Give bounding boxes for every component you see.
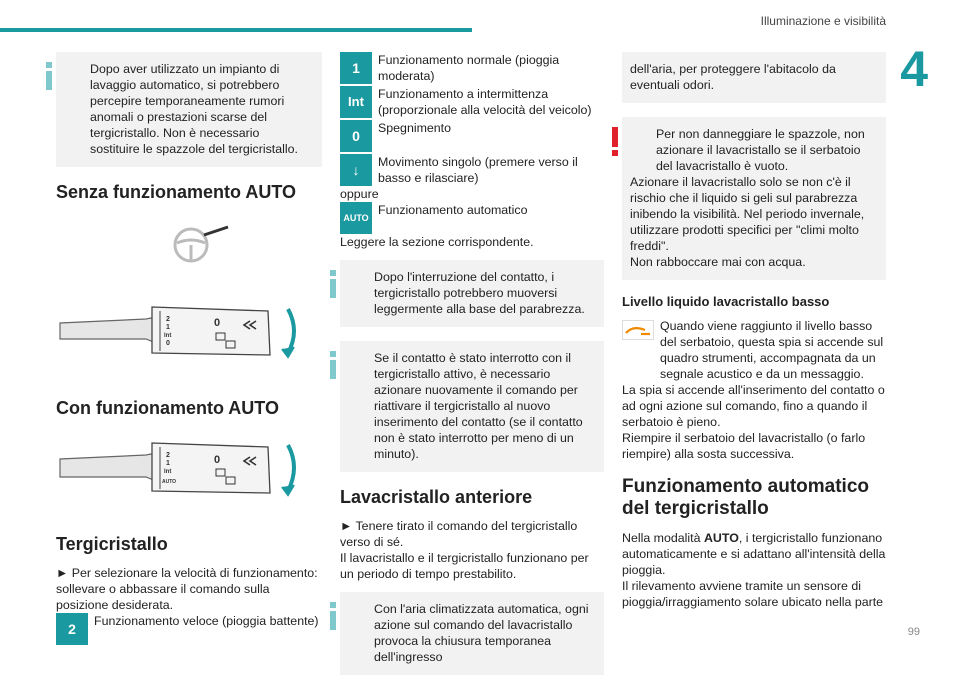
column-3	[622, 52, 886, 610]
auto-text-2: Il rilevamento avviene tramite un sensore di pioggia/irraggiamento solare ubicato nella parte	[622, 579, 884, 609]
washer-fluid-warning-icon	[622, 320, 654, 340]
info-note	[340, 260, 604, 327]
lever-label-int: Int	[164, 333, 172, 339]
speed-2-badge: 2	[56, 613, 88, 645]
chapter-number: 4	[900, 41, 928, 97]
wiper-intro: ► Per selezionare la velocità di funzionamento: sollevare o abbassare il comando sulla posizione desiderata.	[56, 566, 318, 612]
note-text: dell'aria, per proteggere l'abitacolo da eventuali odori.	[630, 62, 836, 92]
lever-label-1: 1	[166, 324, 170, 331]
speed-item-normal	[340, 52, 604, 86]
item-text: Funzionamento veloce (pioggia battente)	[94, 614, 319, 628]
warning-text-2: Azionare il lavacristallo solo se non c'è il rischio che il liquido si geli sul parabrezza inibendo la visibilità. Nel periodo invernale, utilizzare prodotti specifici per "climi molto freddi".	[630, 175, 865, 253]
level-text: Quando viene raggiunto il livello basso del serbatoio, questa spia si accende sul quadro strumenti, accompagnata da un segnale acustico e da un messaggio.	[660, 319, 884, 381]
level-text-2: La spia si accende all'inserimento del contatto o ad ogni azione sul comando, fino a quando il serbatoio è pieno.	[622, 383, 885, 429]
info-note	[56, 52, 322, 167]
warning-text: Per non danneggiare le spazzole, non azionare il lavacristallo se il serbatoio del lavacristallo è vuoto.	[656, 127, 865, 173]
warning-icon	[608, 127, 622, 155]
speed-item-fast	[56, 613, 322, 647]
page-number: 99	[907, 626, 920, 638]
lever-label-1: 1	[166, 460, 170, 467]
lever-illustration-1	[56, 213, 322, 383]
info-icon	[326, 602, 340, 630]
heading-auto: Con funzionamento AUTO	[56, 398, 279, 418]
info-note	[340, 341, 604, 472]
item-text: Funzionamento automatico	[378, 203, 528, 217]
note-text: Con l'aria climatizzata automatica, ogni azione sul comando del lavacristallo provoca la chiusura temporanea dell'ingresso	[374, 602, 589, 664]
info-icon	[326, 270, 340, 298]
section-title: Illuminazione e visibilità	[760, 14, 886, 28]
item-text: Funzionamento a intermittenza (proporzionale alla velocità del veicolo)	[378, 87, 592, 117]
speed-item-int	[340, 86, 604, 120]
lever-label-0: 0	[166, 340, 170, 347]
warning-text-3: Non rabboccare mai con acqua.	[630, 255, 806, 269]
item-text: Movimento singolo (premere verso il basso e rilasciare)	[378, 155, 578, 185]
note-text: Se il contatto è stato interrotto con il tergicristallo attivo, è necessario azionare nuovamente il comando per riattivare il tergicristallo al nuovo inserimento del contatto (se il contatto non è stato interrotto per meno di un minuto).	[374, 351, 583, 461]
oppure-text: oppure	[340, 187, 379, 201]
auto-text-1: Nella modalità AUTO, i tergicristallo funzionano automaticamente e si adattano all'intensità della pioggia.	[622, 531, 886, 577]
speed-item-off	[340, 120, 604, 152]
wiper-lever-auto-icon	[60, 443, 270, 493]
column-2	[340, 52, 604, 689]
auto-badge: AUTO	[340, 202, 372, 234]
warning-note	[622, 117, 886, 280]
info-note-continued	[622, 52, 886, 103]
lever-ring-0: 0	[214, 317, 221, 329]
speed-1-badge: 1	[340, 52, 372, 84]
heading-front-washer: Lavacristallo anteriore	[340, 487, 533, 507]
lever-label-2: 2	[166, 452, 170, 459]
speed-item-single	[340, 154, 604, 186]
read-section-text: Leggere la sezione corrispondente.	[340, 235, 534, 249]
header-accent-bar	[0, 28, 472, 32]
item-text: Spegnimento	[378, 121, 452, 135]
heading-washer-level: Livello liquido lavacristallo basso	[622, 294, 830, 309]
washer-step: ► Tenere tirato il comando del tergicristallo verso di sé.	[340, 519, 578, 549]
column-1	[56, 52, 322, 647]
wiper-lever-icon	[60, 307, 270, 355]
note-text: Dopo l'interruzione del contatto, i tergicristallo potrebbero muoversi leggermente alla base del parabrezza.	[374, 270, 585, 316]
heading-auto-wiper: Funzionamento automatico del tergicristallo	[622, 476, 869, 519]
heading-wiper: Tergicristallo	[56, 534, 168, 554]
lever-label-2: 2	[166, 316, 170, 323]
lever-label-auto: AUTO	[162, 479, 177, 485]
rotation-arrow-icon	[288, 445, 294, 491]
lever-ring-0: 0	[214, 454, 221, 466]
lever-label-int: Int	[164, 469, 172, 475]
steering-wheel-icon	[175, 227, 228, 261]
rotation-arrow-icon	[288, 309, 294, 353]
info-note	[340, 592, 604, 675]
speed-item-auto	[340, 202, 604, 234]
lever-illustration-2	[56, 429, 322, 527]
speed-int-badge: Int	[340, 86, 372, 118]
level-warning	[622, 318, 886, 382]
info-icon	[42, 62, 56, 90]
item-text: Funzionamento normale (pioggia moderata)	[378, 53, 560, 83]
level-text-3: Riempire il serbatoio del lavacristallo (o farlo riempire) alla sosta successiva.	[622, 431, 866, 461]
note-text: Dopo aver utilizzato un impianto di lavaggio automatico, si potrebbero percepire temporaneamente rumori anomali o prestazioni scarse del tergicristallo. Non è necessario sostituire le spazzole del tergicristallo.	[90, 62, 298, 156]
info-icon	[326, 351, 340, 379]
arrow-down-icon: ↓	[340, 154, 372, 186]
heading-no-auto: Senza funzionamento AUTO	[56, 182, 297, 202]
speed-0-badge: 0	[340, 120, 372, 152]
washer-text: Il lavacristallo e il tergicristallo funzionano per un periodo di tempo prestabilito.	[340, 551, 589, 581]
